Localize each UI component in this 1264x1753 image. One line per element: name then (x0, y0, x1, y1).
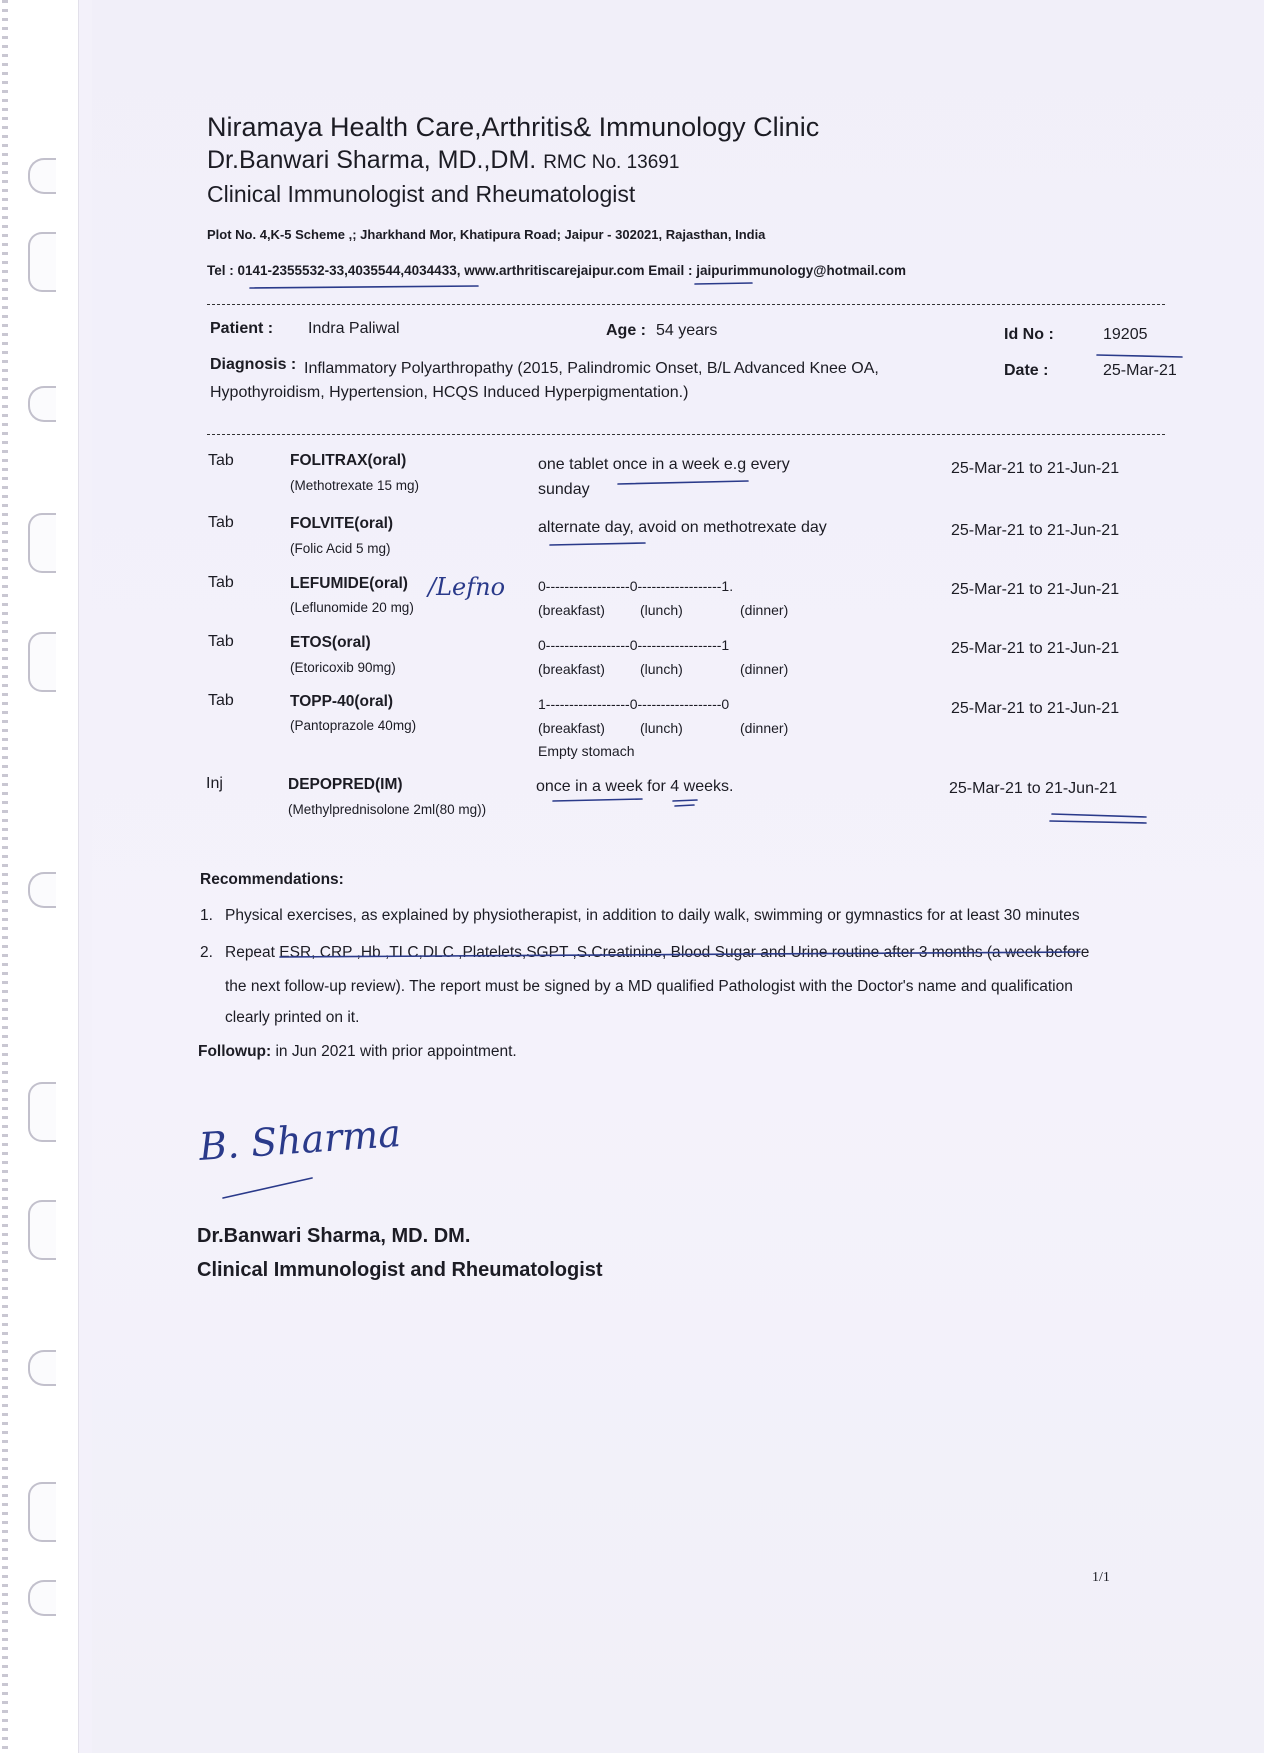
med-form: Tab (208, 514, 234, 531)
rmc-number: RMC No. 13691 (543, 152, 680, 173)
med-note: Empty stomach (538, 743, 635, 759)
med-period: 25-Mar-21 to 21-Jun-21 (949, 780, 1118, 797)
signatory-title: Clinical Immunologist and Rheumatologist (197, 1259, 603, 1281)
med-form: Inj (206, 775, 223, 792)
recommendations-title: Recommendations: (200, 871, 344, 888)
med-time: (breakfast) (538, 661, 605, 677)
med-time: (lunch) (640, 661, 683, 677)
med-period: 25-Mar-21 to 21-Jun-21 (951, 460, 1120, 477)
med-period: 25-Mar-21 to 21-Jun-21 (951, 522, 1120, 539)
age-label: Age : (606, 322, 646, 339)
page-number: 1/1 (1092, 1570, 1110, 1585)
med-period: 25-Mar-21 to 21-Jun-21 (951, 581, 1120, 598)
med-dose: once in a week for 4 weeks. (536, 778, 734, 795)
recommendation-number: 1. (200, 907, 213, 924)
med-time: (lunch) (640, 602, 683, 618)
med-generic: (Pantoprazole 40mg) (290, 718, 417, 733)
punch-hole (28, 872, 56, 908)
med-dose: 1------------------0------------------0 (538, 696, 730, 712)
punch-hole (28, 1482, 56, 1542)
divider (207, 434, 1165, 435)
med-drug: DEPOPRED(IM) (288, 776, 403, 793)
diagnosis-label: Diagnosis : (210, 356, 297, 373)
punch-hole (28, 1350, 56, 1386)
med-period: 25-Mar-21 to 21-Jun-21 (951, 700, 1120, 717)
recommendation-text: Repeat ESR, CRP ,Hb ,TLC,DLC ,Platelets,SGPT ,S.Creatinine, Blood Sugar and Urine routine after 3 months (a week before (225, 944, 1090, 961)
med-generic: (Leflunomide 20 mg) (290, 600, 414, 615)
med-form: Tab (208, 452, 234, 469)
med-generic: (Folic Acid 5 mg) (290, 541, 391, 556)
recommendation-number: 2. (200, 944, 213, 961)
med-drug: ETOS(oral) (290, 634, 371, 651)
clinic-contact: Tel : 0141-2355532-33,4035544,4034433, www.arthritiscarejaipur.com Email : jaipurimmunology@hotmail.com (207, 263, 906, 278)
patient-name: Indra Paliwal (308, 320, 400, 337)
med-dose: 0------------------0------------------1 (538, 637, 730, 653)
followup-text: in Jun 2021 with prior appointment. (275, 1043, 517, 1060)
med-drug: LEFUMIDE(oral) (290, 575, 408, 592)
id-label: Id No : (1004, 326, 1054, 343)
med-drug: FOLVITE(oral) (290, 515, 394, 532)
date-label: Date : (1004, 362, 1049, 379)
clinic-address: Plot No. 4,K-5 Scheme ,; Jharkhand Mor, Khatipura Road; Jaipur - 302021, Rajasthan, India (207, 227, 766, 242)
prescription-date: 25-Mar-21 (1103, 362, 1177, 379)
doctor-name: Dr.Banwari Sharma, MD.,DM. (207, 146, 537, 174)
followup (198, 1043, 517, 1061)
punch-hole (28, 1580, 56, 1616)
punch-hole (28, 1200, 56, 1260)
med-generic: (Methotrexate 15 mg) (290, 478, 420, 493)
punch-hole (28, 386, 56, 422)
divider (207, 304, 1165, 305)
diagnosis-text: Inflammatory Polyarthropathy (2015, Palindromic Onset, B/L Advanced Knee OA, (304, 360, 879, 377)
doctor-name-line (207, 146, 679, 175)
med-time: (dinner) (740, 661, 789, 677)
med-dose-cont: sunday (538, 481, 590, 498)
med-dose: one tablet once in a week e.g every (538, 456, 790, 473)
followup-label: Followup: (198, 1043, 272, 1060)
recommendation-text: Physical exercises, as explained by physiotherapist, in addition to daily walk, swimming or gymnastics for at least 30 minutes (225, 907, 1080, 924)
med-generic: (Methylprednisolone 2ml(80 mg)) (288, 802, 487, 817)
med-time: (breakfast) (538, 602, 605, 618)
clinic-name: Niramaya Health Care,Arthritis& Immunology Clinic (207, 112, 820, 142)
doctor-title: Clinical Immunologist and Rheumatologist (207, 181, 636, 207)
med-dose: 0------------------0------------------1. (538, 578, 734, 594)
med-dose: alternate day, avoid on methotrexate day (538, 519, 827, 536)
punch-hole (28, 232, 56, 292)
handwritten-note: /Lefno (428, 573, 506, 601)
med-drug: TOPP-40(oral) (290, 693, 394, 710)
recommendation-text-cont: the next follow-up review). The report must be signed by a MD qualified Pathologist with the Doctor's name and qualification (225, 978, 1073, 995)
med-time: (breakfast) (538, 720, 605, 736)
med-time: (dinner) (740, 602, 789, 618)
med-generic: (Etoricoxib 90mg) (290, 660, 396, 675)
punch-hole (28, 158, 56, 194)
patient-age: 54 years (656, 322, 718, 339)
med-form: Tab (208, 633, 234, 650)
med-form: Tab (208, 574, 234, 591)
punch-hole (28, 632, 56, 692)
med-form: Tab (208, 692, 234, 709)
diagnosis-text-cont: Hypothyroidism, Hypertension, HCQS Induced Hyperpigmentation.) (210, 384, 689, 401)
med-time: (lunch) (640, 720, 683, 736)
punch-hole (28, 513, 56, 573)
med-period: 25-Mar-21 to 21-Jun-21 (951, 640, 1120, 657)
med-time: (dinner) (740, 720, 789, 736)
recommendation-text-cont: clearly printed on it. (225, 1009, 360, 1026)
binder-strip (0, 0, 79, 1753)
patient-id: 19205 (1103, 326, 1148, 343)
patient-label: Patient : (210, 320, 274, 337)
signatory-name: Dr.Banwari Sharma, MD. DM. (197, 1225, 471, 1247)
handwritten-signature: B. Sharma (197, 1110, 403, 1169)
punch-hole (28, 1082, 56, 1142)
med-drug: FOLITRAX(oral) (290, 452, 407, 469)
